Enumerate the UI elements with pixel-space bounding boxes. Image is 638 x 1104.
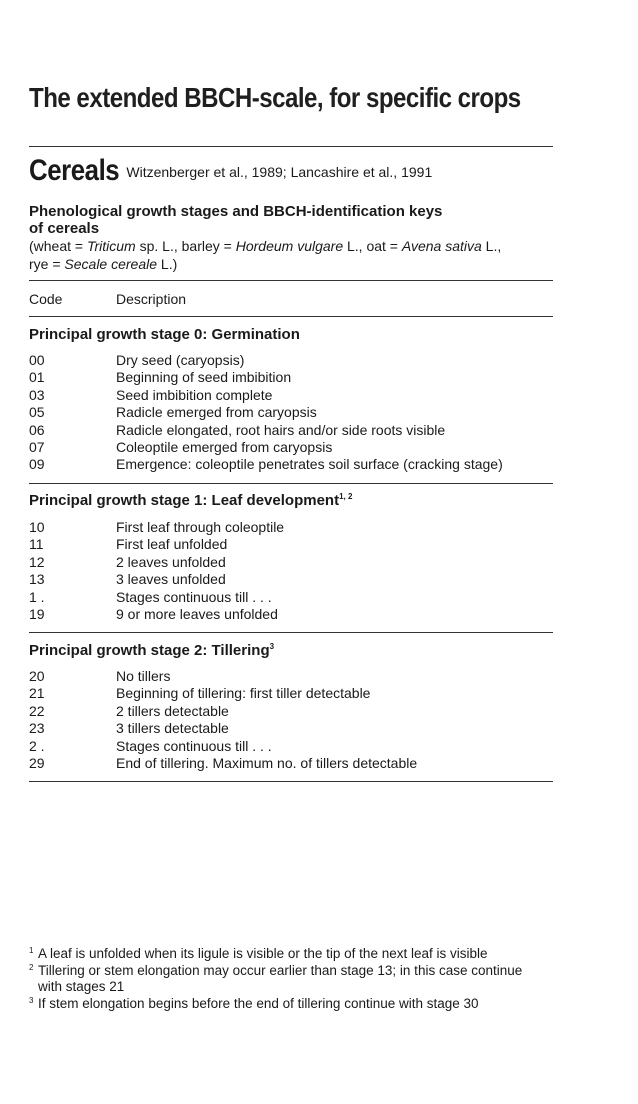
title-divider [29, 146, 553, 147]
stage-description: End of tillering. Maximum no. of tillers detectable [116, 755, 418, 771]
species-text: L., [481, 238, 502, 254]
stage-description: Beginning of seed imbibition [116, 369, 292, 386]
stage-code: 07 [29, 439, 45, 455]
stage-code: 20 [29, 668, 45, 684]
keys-title [29, 203, 442, 237]
stage-code: 2 . [29, 737, 45, 754]
footnote [29, 946, 559, 963]
stage-description: Coleoptile emerged from caryopsis [116, 439, 333, 455]
page-title: The extended BBCH-scale, for specific crops [29, 82, 521, 113]
stage-code: 29 [29, 755, 45, 771]
section-heading [29, 154, 432, 188]
stage-code: 23 [29, 720, 45, 737]
stage-code: 22 [29, 702, 45, 719]
stage-code: 11 [29, 536, 44, 553]
stage-code: 21 [29, 685, 45, 702]
stage-code: 19 [29, 606, 45, 622]
stage-description: Stages continuous till . . . [116, 737, 272, 754]
stage-title [29, 492, 352, 509]
stage-code: 1 . [29, 588, 45, 605]
header-bottom-rule [29, 316, 553, 317]
footnote-number: 3 [29, 995, 34, 1005]
species-text: (wheat = [29, 238, 87, 254]
header-top-rule [29, 280, 553, 281]
footnote-reference: 1, 2 [339, 492, 353, 501]
footnote-number: 1 [29, 946, 34, 955]
species-line2 [29, 255, 559, 273]
stage-divider [29, 632, 553, 633]
stage-description: Radicle emerged from caryopsis [116, 404, 317, 421]
stage-code: 13 [29, 571, 45, 588]
footnote-number: 2 [29, 962, 34, 972]
footnote-text: Tillering or stem elongation may occur earlier than stage 13; in this case continue [38, 962, 523, 978]
stage-code: 09 [29, 456, 45, 473]
footnote-reference: 3 [269, 642, 275, 651]
stage-description: Dry seed (caryopsis) [116, 352, 245, 368]
stage-divider [29, 781, 553, 782]
stage-code: 12 [29, 553, 45, 570]
oat-latin-name: Avena sativa [401, 238, 482, 254]
rye-latin-name: Secale cereale [64, 256, 158, 272]
species-note [29, 237, 559, 273]
stage-description: Stages continuous till . . . [116, 588, 272, 605]
footnotes [29, 946, 559, 1012]
section-name: Cereals [29, 154, 120, 187]
stage-code: 00 [29, 352, 45, 368]
stage-description: Seed imbibition complete [116, 386, 273, 403]
description-column-header: Description [116, 291, 187, 307]
stage-title [29, 326, 300, 343]
keys-title-line1: Phenological growth stages and BBCH-identification keys [29, 203, 443, 220]
stage-divider [29, 483, 553, 484]
stage-code: 10 [29, 519, 45, 535]
stage-description: 2 leaves unfolded [116, 553, 226, 570]
stage-description: Radicle elongated, root hairs and/or side roots visible [116, 421, 446, 438]
barley-latin-name: Hordeum vulgare [235, 238, 344, 254]
stage-code: 05 [29, 404, 45, 421]
stage-description: Emergence: coleoptile penetrates soil surface (cracking stage) [116, 456, 503, 473]
stage-title-text: Principal growth stage 1: Leaf development [29, 492, 340, 509]
stage-description: 3 leaves unfolded [116, 571, 226, 588]
stage-code: 01 [29, 369, 45, 386]
stage-title-text: Principal growth stage 0: Germination [29, 326, 300, 343]
stage-title-text: Principal growth stage 2: Tillering [29, 642, 270, 659]
code-column-header: Code [29, 291, 63, 307]
stage-description: First leaf through coleoptile [116, 519, 285, 535]
stage-description: No tillers [116, 668, 171, 684]
stage-description: First leaf unfolded [116, 536, 228, 553]
stage-code: 03 [29, 386, 45, 403]
footnote [29, 996, 559, 1013]
section-citation: Witzenberger et al., 1989; Lancashire et al., 1991 [126, 164, 433, 180]
stage-code: 06 [29, 421, 45, 438]
species-text: L.) [157, 256, 178, 272]
species-text: sp. L., barley = [135, 238, 236, 254]
stage-description: 9 or more leaves unfolded [116, 606, 278, 622]
species-line1 [29, 237, 559, 255]
stage-description: 3 tillers detectable [116, 720, 229, 737]
footnote-text: A leaf is unfolded when its ligule is visible or the tip of the next leaf is visible [38, 946, 488, 961]
footnote-text: If stem elongation begins before the end of tillering continue with stage 30 [38, 995, 479, 1011]
stage-title [29, 642, 274, 659]
stage-description: 2 tillers detectable [116, 702, 229, 719]
keys-title-line2: of cereals [29, 220, 100, 237]
footnote-text-cont: with stages 21 [38, 979, 125, 994]
footnote [29, 963, 559, 996]
species-text: L., oat = [343, 238, 402, 254]
species-text: rye = [29, 256, 65, 272]
stage-description: Beginning of tillering: first tiller detectable [116, 685, 371, 702]
wheat-latin-name: Triticum [86, 238, 136, 254]
